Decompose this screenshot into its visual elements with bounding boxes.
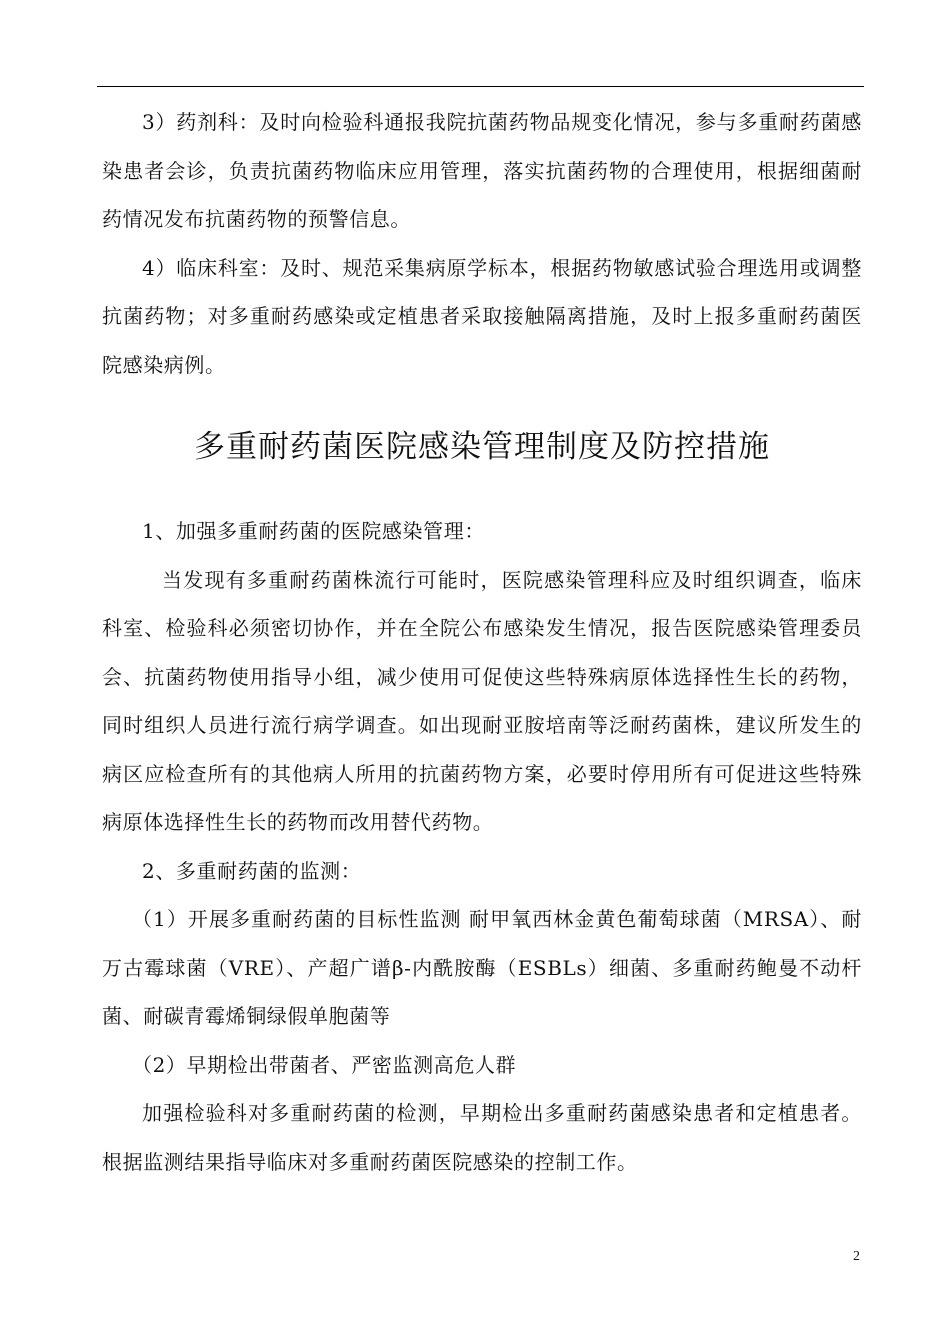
item2-heading: 2、多重耐药菌的监测： <box>142 858 362 883</box>
page-content <box>102 98 862 1186</box>
item2-sub2-body: 加强检验科对多重耐药菌的检测，早期检出多重耐药菌感染患者和定植患者。根据监测结果指导临床对多重耐药菌医院感染的控制工作。 <box>102 1101 862 1174</box>
item1-heading: 1、加强多重耐药菌的医院感染管理： <box>142 519 485 543</box>
item2-sub2: （2）早期检出带菌者、严密监测高危人群 <box>132 1052 517 1077</box>
document-title: 多重耐药菌医院感染管理制度及防控措施 <box>194 429 770 465</box>
item1-body: 当发现有多重耐药菌株流行可能时，医院感染管理科应及时组织调查，临床科室、检验科必须密切协作，并在全院公布感染发生情况，报告医院感染管理委员会、抗菌药物使用指导小组，减少使用可促使这些特殊病原体选择性生长的药物，同时组织人员进行流行病学调查。如出现耐亚胺培南等泛耐药菌株，建议所发生的病区应检查所有的其他病人所用的抗菌药物方案，必要时停用所有可促进这些特殊病原体选择性生长的药物而改用替代药物。 <box>102 567 862 834</box>
paragraph-clinical-dept: 4）临床科室：及时、规范采集病原学标本，根据药物敏感试验合理选用或调整抗菌药物；对多重耐药感染或定植患者采取接触隔离措施，及时上报多重耐药菌医院感染病例。 <box>102 255 862 377</box>
paragraph-pharmacy: 3）药剂科：及时向检验科通报我院抗菌药物品规变化情况，参与多重耐药菌感染患者会诊，负责抗菌药物临床应用管理，落实抗菌药物的合理使用，根据细菌耐药情况发布抗菌药物的预警信息。 <box>102 110 862 231</box>
item2-sub1: （1）开展多重耐药菌的目标性监测 耐甲氧西林金黄色葡萄球菌（MRSA）、耐万古霉球菌（VRE）、产超广谱β-内酰胺酶（ESBLs）细菌、多重耐药鲍曼不动杆菌、耐碳青霉烯铜绿假单胞菌等 <box>102 907 862 1028</box>
header-rule <box>97 86 864 87</box>
page-number: 2 <box>853 1249 860 1264</box>
